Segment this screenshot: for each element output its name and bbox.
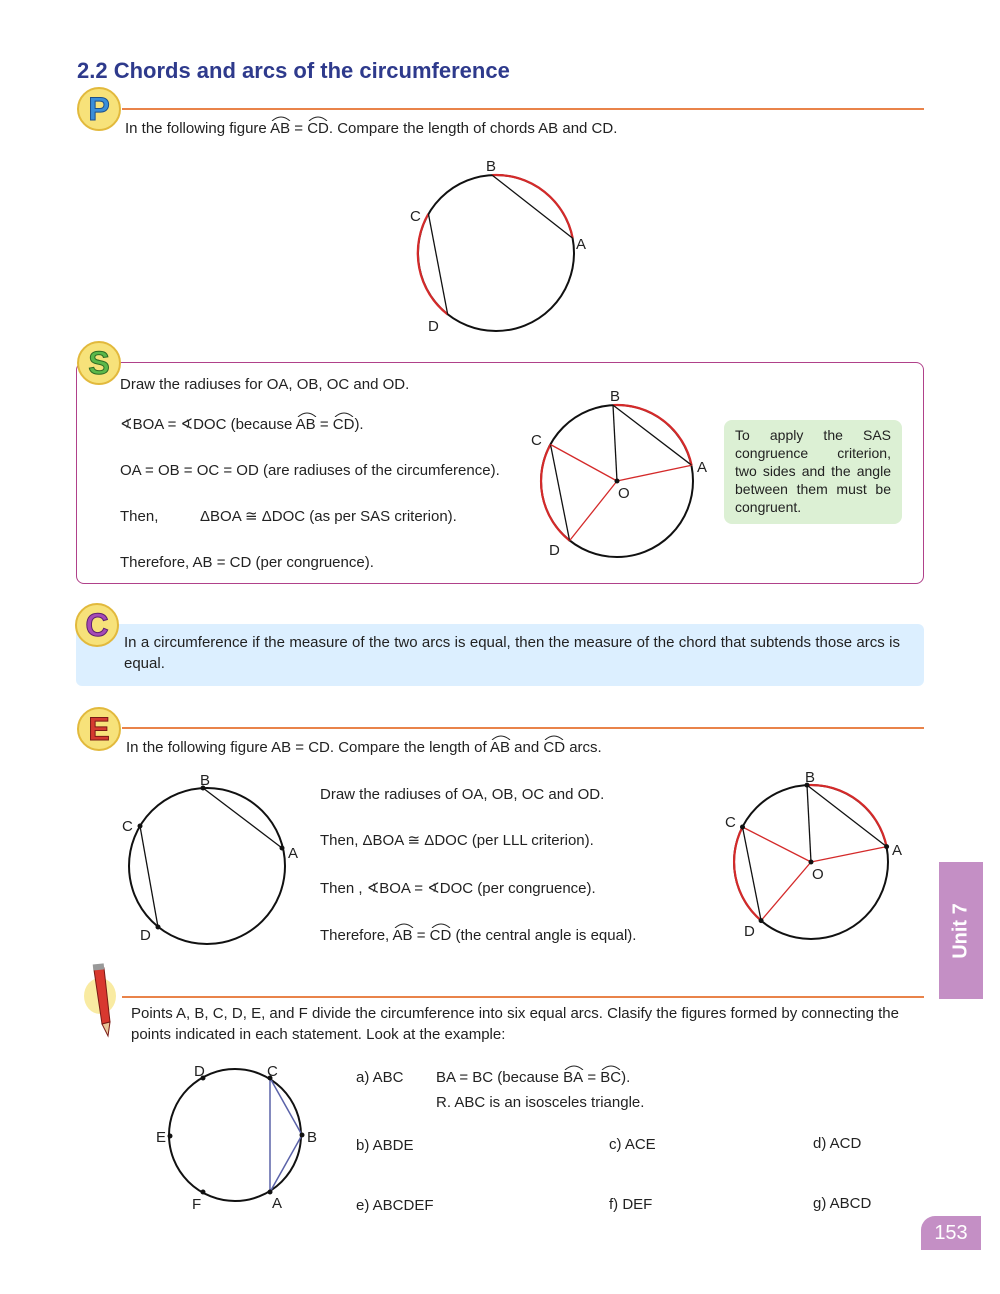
- option-d: d) ACD: [813, 1135, 862, 1152]
- e-badge-icon: [76, 706, 122, 752]
- example-line2: R. ABC is an isosceles triangle.: [436, 1094, 645, 1111]
- e-right-label-o: O: [812, 866, 824, 883]
- practice-intro: Points A, B, C, D, E, and F divide the circumference into six equal arcs. Clasify the figures formed by connecting the points indicated in each statement. Look at the example:: [131, 1005, 899, 1043]
- s-label-b: B: [610, 388, 621, 405]
- example-line1: BA = BC (because BA = BC ).: [436, 1067, 630, 1088]
- svg-text:C: C: [85, 607, 109, 643]
- p-label-d: D: [428, 318, 439, 335]
- p-label-b: B: [486, 158, 497, 175]
- p-divider: [122, 108, 924, 110]
- e-left-label-b: B: [200, 772, 211, 789]
- e-line4: Therefore, AB = CD (the central angle is equal).: [320, 925, 636, 946]
- e-left-label-c: C: [122, 818, 133, 835]
- option-c: c) ACE: [609, 1136, 656, 1153]
- hex-label-a: A: [272, 1195, 283, 1212]
- pencil-icon: [80, 962, 120, 1042]
- hex-label-b: B: [307, 1129, 318, 1146]
- s-label-o: O: [618, 485, 630, 502]
- page-number: 153: [921, 1216, 981, 1250]
- s-label-d: D: [549, 542, 560, 559]
- s-line5: Therefore, AB = CD (per congruence).: [120, 554, 374, 571]
- option-e: e) ABCDEF: [356, 1197, 434, 1214]
- s-label-c: C: [531, 432, 542, 449]
- hex-label-d: D: [194, 1063, 205, 1080]
- c-badge-icon: [74, 602, 120, 648]
- section-title: 2.2 Chords and arcs of the circumference: [77, 58, 510, 83]
- p-circle-figure: [400, 150, 600, 350]
- e-right-label-d: D: [744, 923, 755, 940]
- e-right-label-c: C: [725, 814, 736, 831]
- practice-hexagon-figure: [150, 1060, 330, 1220]
- e-line2: Then, ΔBOA ≅ ΔDOC (per LLL criterion).: [320, 832, 594, 849]
- s-line3: OA = OB = OC = OD (are radiuses of the circumference).: [120, 462, 500, 479]
- example-label: a) ABC: [356, 1069, 404, 1086]
- svg-text:S: S: [88, 345, 110, 381]
- hex-label-e: E: [156, 1129, 167, 1146]
- s-circle-figure: [525, 385, 725, 560]
- p-badge-icon: [76, 86, 122, 132]
- p-label-a: A: [576, 236, 587, 253]
- s-line4-label: Then,: [120, 508, 159, 525]
- svg-text:P: P: [88, 91, 110, 127]
- option-b: b) ABDE: [356, 1137, 414, 1154]
- unit-tab: Unit 7: [939, 862, 983, 999]
- e-left-label-d: D: [140, 927, 151, 944]
- p-prompt: In the following figure AB = CD . Compare the length of chords AB and CD.: [125, 118, 617, 139]
- e-left-circle-figure: [110, 768, 310, 953]
- option-f: f) DEF: [609, 1196, 653, 1213]
- e-divider: [122, 727, 924, 729]
- e-right-circle-figure: [712, 766, 912, 946]
- sas-note: To apply the SAS congruence criterion, two sides and the angle between them must be congruent.: [724, 420, 902, 524]
- s-line4: ΔBOA ≅ ΔDOC (as per SAS criterion).: [200, 508, 457, 525]
- e-line3: Then , ∢BOA = ∢DOC (per congruence).: [320, 880, 596, 897]
- hex-label-c: C: [267, 1063, 278, 1080]
- option-g: g) ABCD: [813, 1195, 872, 1212]
- e-right-label-a: A: [892, 842, 903, 859]
- svg-text:E: E: [88, 711, 110, 747]
- p-label-c: C: [410, 208, 421, 225]
- e-line1: Draw the radiuses of OA, OB, OC and OD.: [320, 786, 605, 803]
- s-label-a: A: [697, 459, 708, 476]
- arc-cd: CD: [307, 120, 329, 137]
- c-text: In a circumference if the measure of the two arcs is equal, then the measure of the chord that subtends those arcs is equal.: [124, 634, 900, 672]
- e-prompt: In the following figure AB = CD. Compare the length of AB and CD arcs.: [126, 737, 602, 758]
- s-badge-icon: [76, 340, 122, 386]
- practice-divider: [122, 996, 924, 998]
- s-line1: Draw the radiuses for OA, OB, OC and OD.: [120, 376, 410, 393]
- e-left-label-a: A: [288, 845, 299, 862]
- hex-label-f: F: [192, 1196, 202, 1213]
- s-line2: ∢BOA = ∢DOC (because AB = CD ).: [120, 414, 364, 435]
- e-right-label-b: B: [805, 769, 816, 786]
- arc-ab: AB: [270, 120, 290, 137]
